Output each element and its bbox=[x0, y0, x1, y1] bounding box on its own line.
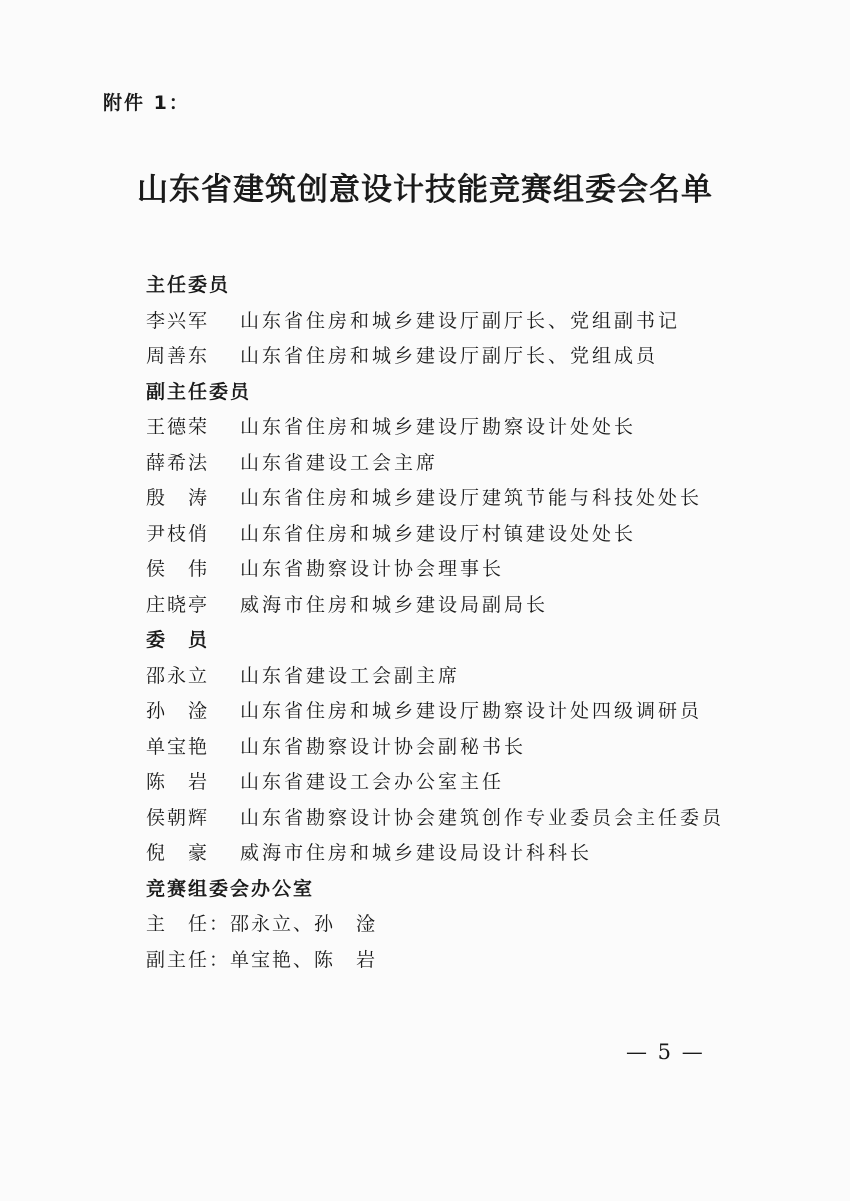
member-name: 薛希法 bbox=[146, 451, 210, 474]
member-name: 尹枝俏 bbox=[146, 522, 210, 545]
member-row bbox=[146, 588, 786, 624]
member-row bbox=[146, 659, 786, 695]
member-title: 威海市住房和城乡建设局设计科科长 bbox=[240, 842, 593, 864]
member-title: 山东省建设工会副主席 bbox=[240, 664, 461, 687]
member-title: 山东省住房和城乡建设厅副厅长、党组成员 bbox=[240, 345, 659, 367]
member-row bbox=[146, 517, 786, 553]
section-header-vice-chair: 副主任委员 bbox=[146, 380, 252, 403]
member-row bbox=[146, 304, 786, 340]
document-title: 山东省建筑创意设计技能竞赛组委会名单 bbox=[137, 172, 713, 208]
section-header-members: 委 员 bbox=[146, 629, 210, 651]
member-row bbox=[146, 481, 786, 517]
member-row bbox=[146, 339, 786, 375]
office-director: 主 任：邵永立、孙 淦 bbox=[146, 913, 378, 935]
member-name: 殷 涛 bbox=[146, 487, 210, 509]
member-name: 庄晓亭 bbox=[146, 593, 210, 616]
member-row bbox=[146, 801, 786, 837]
member-title: 山东省住房和城乡建设厅勘察设计处四级调研员 bbox=[240, 700, 703, 722]
page-number: — 5 — bbox=[626, 1040, 705, 1064]
member-row bbox=[146, 730, 786, 766]
member-title: 山东省住房和城乡建设厅村镇建设处处长 bbox=[240, 522, 637, 545]
member-name: 陈 岩 bbox=[146, 771, 210, 793]
member-row bbox=[146, 552, 786, 588]
member-name: 邵永立 bbox=[146, 664, 210, 687]
member-name: 单宝艳 bbox=[146, 735, 210, 758]
member-row bbox=[146, 694, 786, 730]
section-header-office: 竞赛组委会办公室 bbox=[146, 877, 315, 900]
member-title: 山东省勘察设计协会理事长 bbox=[240, 558, 505, 580]
section-header-chair: 主任委员 bbox=[146, 274, 231, 296]
member-name: 侯 伟 bbox=[146, 558, 210, 580]
member-row bbox=[146, 410, 786, 446]
member-name: 倪 豪 bbox=[146, 842, 210, 864]
member-title: 山东省建设工会主席 bbox=[240, 451, 439, 474]
member-row bbox=[146, 765, 786, 801]
member-name: 周善东 bbox=[146, 345, 210, 367]
member-title: 威海市住房和城乡建设局副局长 bbox=[240, 593, 549, 616]
attachment-label: 附件 1： bbox=[103, 92, 190, 114]
member-name: 侯朝辉 bbox=[146, 806, 210, 829]
member-row bbox=[146, 446, 786, 482]
member-title: 山东省住房和城乡建设厅建筑节能与科技处处长 bbox=[240, 487, 703, 509]
member-title: 山东省住房和城乡建设厅副厅长、党组副书记 bbox=[240, 309, 681, 332]
member-title: 山东省勘察设计协会建筑创作专业委员会主任委员 bbox=[240, 806, 725, 829]
member-name: 孙 淦 bbox=[146, 700, 210, 722]
member-title: 山东省住房和城乡建设厅勘察设计处处长 bbox=[240, 416, 637, 438]
member-row bbox=[146, 836, 786, 872]
committee-list bbox=[146, 268, 786, 978]
member-title: 山东省建设工会办公室主任 bbox=[240, 771, 505, 793]
member-name: 李兴军 bbox=[146, 309, 210, 332]
member-title: 山东省勘察设计协会副秘书长 bbox=[240, 735, 527, 758]
office-deputy-director: 副主任：单宝艳、陈 岩 bbox=[146, 948, 378, 971]
member-name: 王德荣 bbox=[146, 416, 210, 438]
